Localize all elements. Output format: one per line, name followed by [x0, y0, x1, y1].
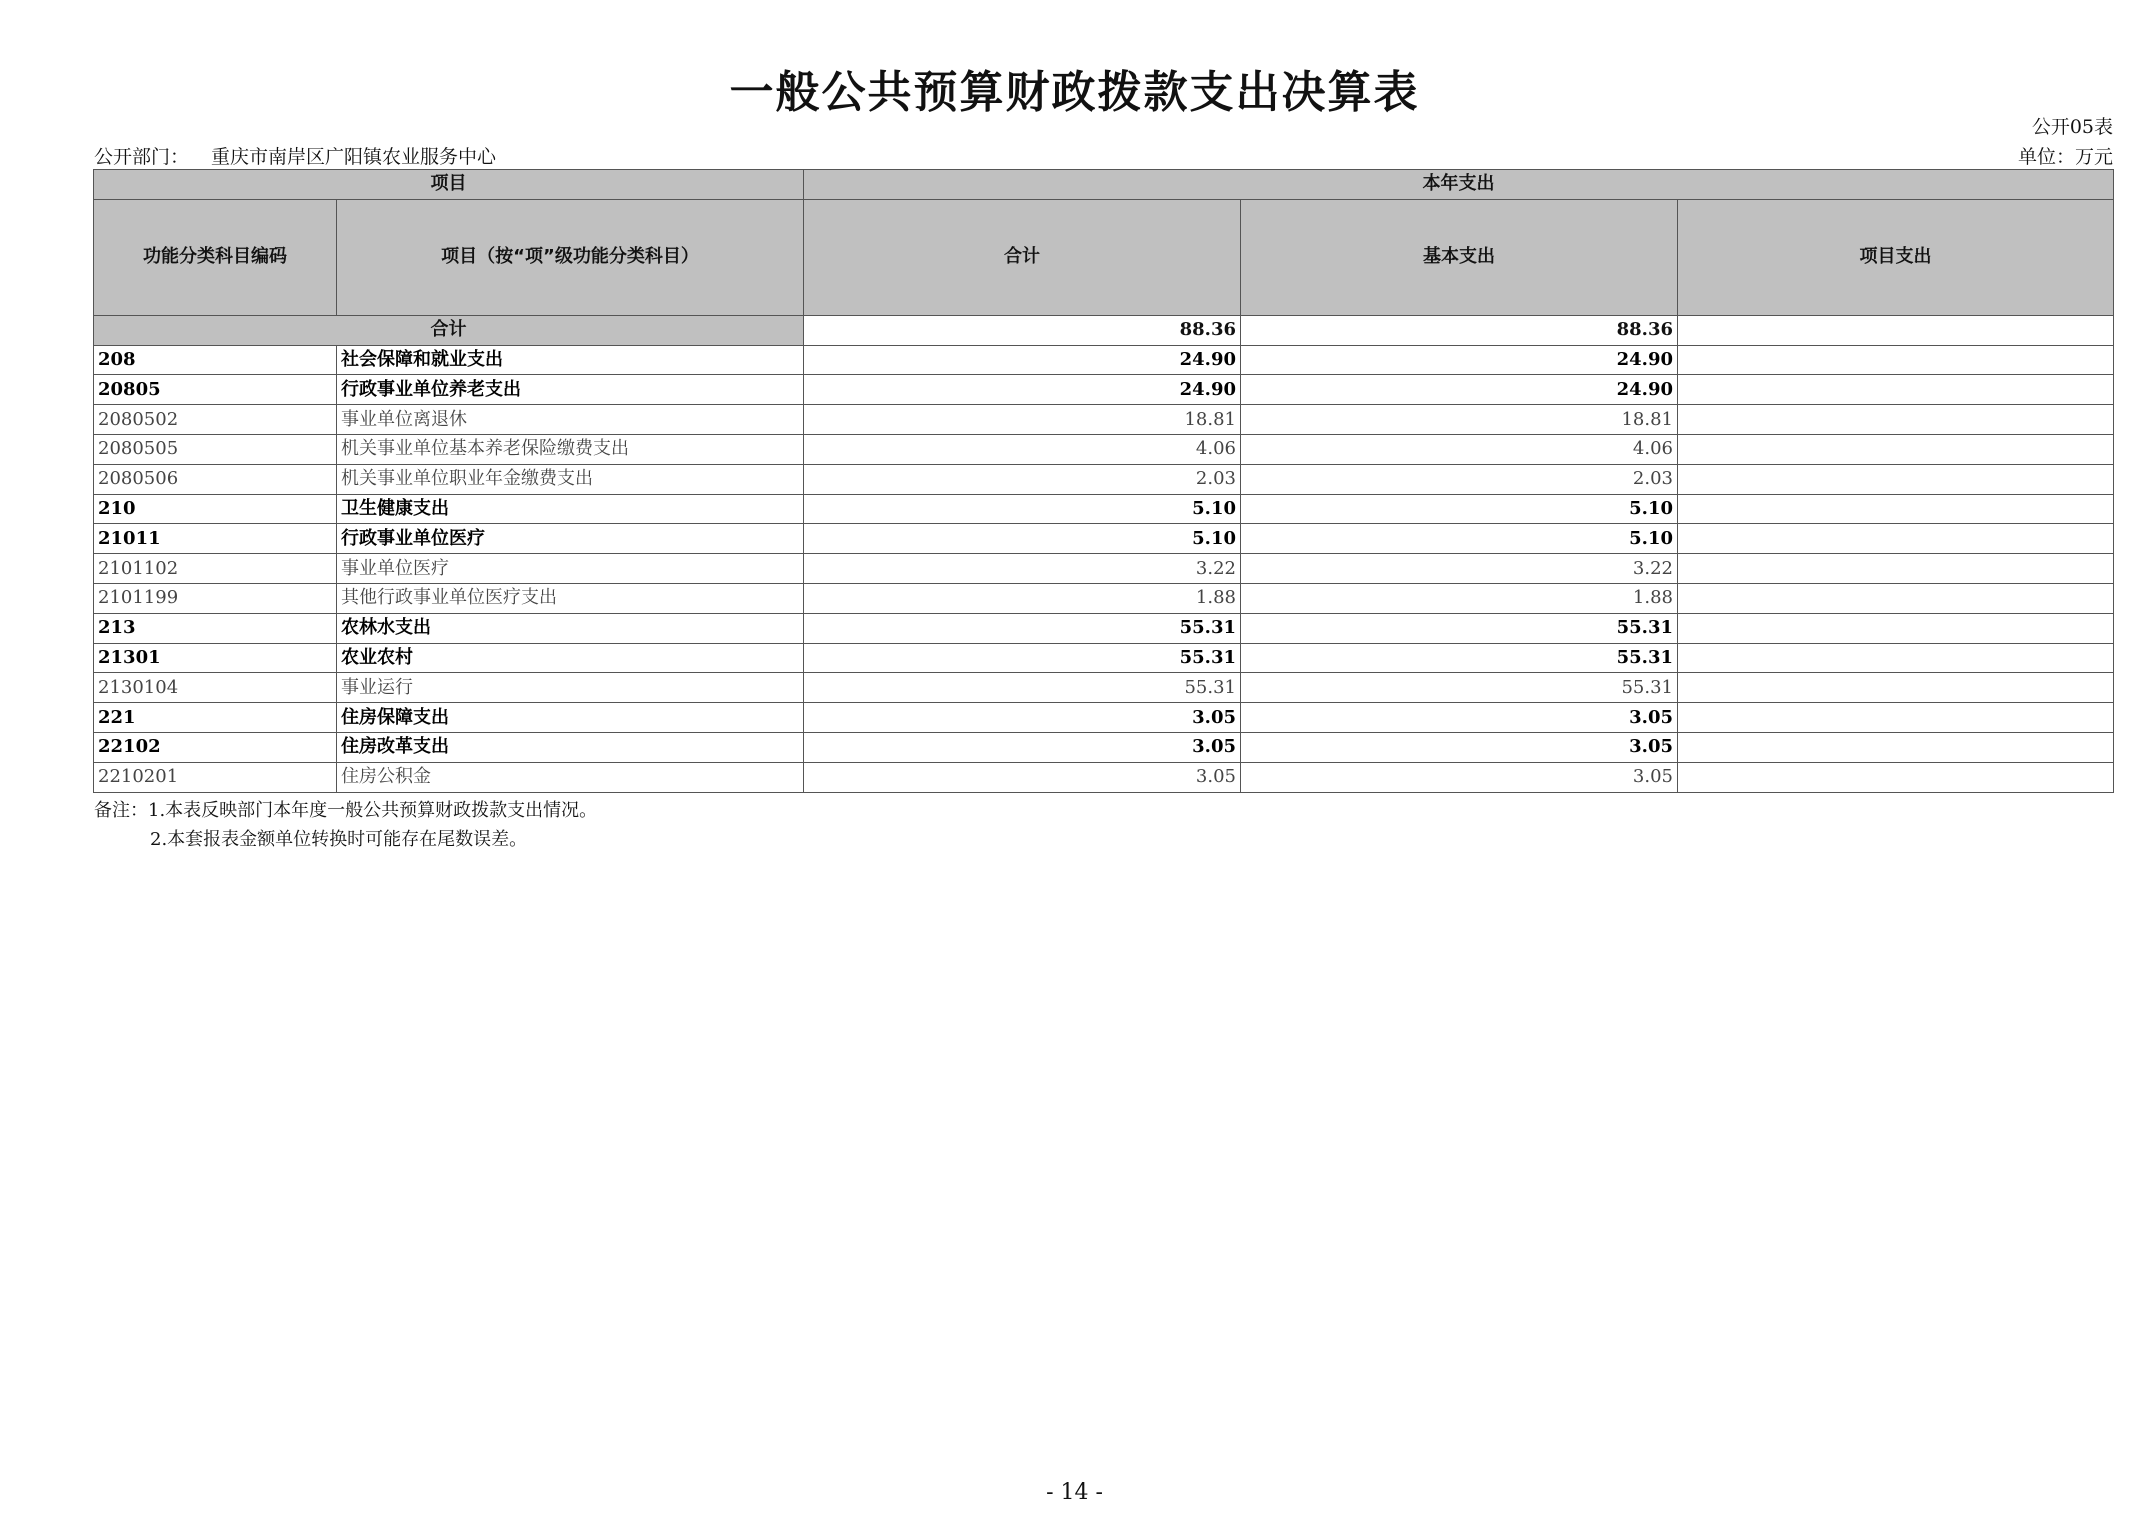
- cell-name: 其他行政事业单位医疗支出: [337, 583, 804, 613]
- header-project-expenditure: 项目支出: [1678, 199, 2114, 315]
- cell-basic: 55.31: [1241, 643, 1678, 673]
- table-row: [94, 613, 2114, 643]
- department-name: 重庆市南岸区广阳镇农业服务中心: [211, 146, 497, 168]
- header-row-2: [94, 199, 2114, 315]
- form-number: 公开05表: [2031, 116, 2113, 138]
- total-basic: 88.36: [1241, 315, 1678, 345]
- cell-project-expenditure: [1678, 405, 2114, 435]
- total-project-expenditure: [1678, 315, 2114, 345]
- cell-basic: 3.05: [1241, 762, 1678, 792]
- cell-code: 21301: [94, 643, 337, 673]
- cell-name: 事业单位医疗: [337, 554, 804, 584]
- cell-basic: 3.22: [1241, 554, 1678, 584]
- cell-basic: 5.10: [1241, 524, 1678, 554]
- cell-name: 住房公积金: [337, 762, 804, 792]
- table-row: [94, 554, 2114, 584]
- header-item: 项目（按“项”级功能分类科目）: [337, 199, 804, 315]
- cell-total: 5.10: [804, 494, 1241, 524]
- cell-basic: 3.05: [1241, 703, 1678, 733]
- cell-name: 行政事业单位养老支出: [337, 375, 804, 405]
- cell-name: 社会保障和就业支出: [337, 345, 804, 375]
- cell-code: 20805: [94, 375, 337, 405]
- cell-code: 2101199: [94, 583, 337, 613]
- table-row: [94, 643, 2114, 673]
- total-amount: 88.36: [804, 315, 1241, 345]
- cell-total: 1.88: [804, 583, 1241, 613]
- cell-project-expenditure: [1678, 554, 2114, 584]
- cell-code: 21011: [94, 524, 337, 554]
- page-number: - 14 -: [1046, 1480, 1103, 1505]
- cell-project-expenditure: [1678, 703, 2114, 733]
- cell-name: 卫生健康支出: [337, 494, 804, 524]
- cell-total: 3.05: [804, 703, 1241, 733]
- cell-total: 55.31: [804, 613, 1241, 643]
- cell-total: 18.81: [804, 405, 1241, 435]
- note-2: 2.本套报表金额单位转换时可能存在尾数误差。: [150, 829, 528, 850]
- cell-name: 农林水支出: [337, 613, 804, 643]
- cell-project-expenditure: [1678, 464, 2114, 494]
- cell-project-expenditure: [1678, 524, 2114, 554]
- cell-basic: 5.10: [1241, 494, 1678, 524]
- cell-total: 24.90: [804, 375, 1241, 405]
- table-row: [94, 732, 2114, 762]
- table-row: [94, 345, 2114, 375]
- cell-project-expenditure: [1678, 583, 2114, 613]
- cell-total: 3.05: [804, 732, 1241, 762]
- cell-code: 2101102: [94, 554, 337, 584]
- cell-code: 221: [94, 703, 337, 733]
- cell-total: 24.90: [804, 345, 1241, 375]
- header-basic: 基本支出: [1241, 199, 1678, 315]
- cell-name: 行政事业单位医疗: [337, 524, 804, 554]
- table-row: [94, 464, 2114, 494]
- cell-total: 2.03: [804, 464, 1241, 494]
- cell-code: 208: [94, 345, 337, 375]
- cell-project-expenditure: [1678, 375, 2114, 405]
- cell-project-expenditure: [1678, 494, 2114, 524]
- cell-project-expenditure: [1678, 732, 2114, 762]
- total-row: [94, 315, 2114, 345]
- cell-code: 2210201: [94, 762, 337, 792]
- cell-name: 住房保障支出: [337, 703, 804, 733]
- header-total: 合计: [804, 199, 1241, 315]
- cell-total: 3.22: [804, 554, 1241, 584]
- cell-basic: 55.31: [1241, 673, 1678, 703]
- cell-project-expenditure: [1678, 345, 2114, 375]
- cell-code: 213: [94, 613, 337, 643]
- cell-name: 机关事业单位职业年金缴费支出: [337, 464, 804, 494]
- header-row-1: [94, 170, 2114, 200]
- cell-project-expenditure: [1678, 643, 2114, 673]
- table-row: [94, 405, 2114, 435]
- cell-total: 4.06: [804, 434, 1241, 464]
- cell-basic: 2.03: [1241, 464, 1678, 494]
- department-line: [94, 142, 496, 169]
- table-row: [94, 762, 2114, 792]
- cell-basic: 3.05: [1241, 732, 1678, 762]
- cell-name: 住房改革支出: [337, 732, 804, 762]
- table-row: [94, 703, 2114, 733]
- cell-code: 2080506: [94, 464, 337, 494]
- expenditure-table: [93, 169, 2114, 793]
- cell-total: 5.10: [804, 524, 1241, 554]
- table-row: [94, 583, 2114, 613]
- cell-code: 2080505: [94, 434, 337, 464]
- header-current-year: 本年支出: [804, 170, 2114, 200]
- cell-basic: 4.06: [1241, 434, 1678, 464]
- cell-code: 2130104: [94, 673, 337, 703]
- cell-basic: 1.88: [1241, 583, 1678, 613]
- cell-code: 22102: [94, 732, 337, 762]
- cell-total: 3.05: [804, 762, 1241, 792]
- cell-name: 农业农村: [337, 643, 804, 673]
- notes: [94, 796, 597, 854]
- cell-basic: 18.81: [1241, 405, 1678, 435]
- header-project: 项目: [94, 170, 804, 200]
- cell-basic: 24.90: [1241, 375, 1678, 405]
- cell-project-expenditure: [1678, 762, 2114, 792]
- cell-name: 事业单位离退休: [337, 405, 804, 435]
- cell-name: 事业运行: [337, 673, 804, 703]
- table-row: [94, 434, 2114, 464]
- department-label: 公开部门：: [94, 146, 190, 168]
- cell-project-expenditure: [1678, 673, 2114, 703]
- table-row: [94, 494, 2114, 524]
- cell-project-expenditure: [1678, 434, 2114, 464]
- table-row: [94, 375, 2114, 405]
- note-1: 备注：1.本表反映部门本年度一般公共预算财政拨款支出情况。: [94, 800, 598, 821]
- cell-total: 55.31: [804, 673, 1241, 703]
- cell-name: 机关事业单位基本养老保险缴费支出: [337, 434, 804, 464]
- cell-basic: 55.31: [1241, 613, 1678, 643]
- table-row: [94, 673, 2114, 703]
- total-label: 合计: [94, 315, 804, 345]
- cell-code: 210: [94, 494, 337, 524]
- cell-code: 2080502: [94, 405, 337, 435]
- cell-total: 55.31: [804, 643, 1241, 673]
- cell-basic: 24.90: [1241, 345, 1678, 375]
- unit-label: 单位：万元: [2017, 146, 2113, 168]
- cell-project-expenditure: [1678, 613, 2114, 643]
- page-title: 一般公共预算财政拨款支出决算表: [729, 67, 1420, 118]
- table-row: [94, 524, 2114, 554]
- header-code: 功能分类科目编码: [94, 199, 337, 315]
